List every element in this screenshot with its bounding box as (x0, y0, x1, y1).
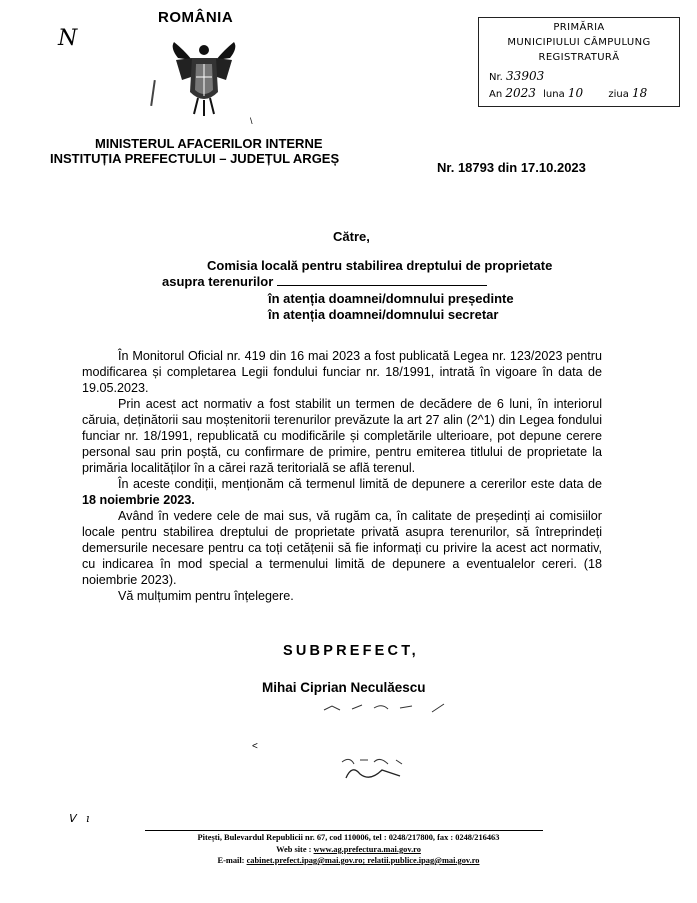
signatory-title: SUBPREFECT, (283, 643, 419, 659)
ink-mark-bottom: ᐯ ı (68, 812, 90, 825)
stamp-line-2: MUNICIPIULUI CÂMPULUNG (507, 37, 651, 48)
footer-web-label: Web site : (276, 845, 312, 854)
recipient-to-label: Către, (333, 229, 370, 244)
ink-mark: \ (250, 116, 253, 126)
stamp-nr-value: 33903 (506, 69, 545, 83)
footer-web (0, 845, 697, 854)
deadline-date: 18 noiembrie 2023. (82, 493, 195, 507)
paragraph-5: Vă mulțumim pentru înțelegere. (118, 589, 294, 603)
handwritten-margin-mark: N (58, 26, 78, 51)
institution-name: INSTITUȚIA PREFECTULUI – JUDEȚUL ARGEȘ (50, 151, 340, 166)
footer-email-label: E-mail: (217, 856, 245, 865)
paragraph-1: În Monitorul Oficial nr. 419 din 16 mai 2023 a fost publicată Legea nr. 123/2023 pentru modificarea și completarea Legii fondului funciar nr. 18/1991, intrată în vigoare în data de 19.05.2023. (82, 349, 602, 395)
document-number: Nr. 18793 din 17.10.2023 (437, 160, 586, 175)
footer-email-link[interactable]: cabinet.prefect.ipag@mai.gov.ro; relatii.publice.ipag@mai.gov.ro (246, 856, 480, 865)
paragraph-3 (82, 476, 602, 508)
paragraph-2: Prin acest act normativ a fost stabilit un termen de decădere de 6 luni, în interiorul căruia, deținătorii sau moștenitorii terenurilor prevăzute la art 27 alin (2^1) din Legea fondului funciar nr. 18/1991, republicată cu modificările și completările ulterioare, pot depune cerere personal sau prin poștă, cu confirmare de primire, pentru emiterea titlului de proprietate la primăria localităților în a cărei rază teritorială se află terenul. (82, 397, 602, 475)
stamp-luna-label: luna (543, 89, 565, 100)
letter-body (82, 348, 602, 604)
recipient-line-1: Comisia locală pentru stabilirea dreptului de proprietate (207, 258, 553, 273)
stamp-line-1: PRIMĂRIA (553, 22, 605, 33)
stamp-nr-label: Nr. (489, 72, 503, 83)
signature-scribble-1 (322, 700, 452, 716)
footer-divider (145, 830, 543, 831)
stamp-an-label: An (489, 89, 503, 100)
footer-email (0, 856, 697, 865)
stamp-line-3: REGISTRATURĂ (538, 52, 620, 63)
recipient-line-3: în atenția doamnei/domnului președinte (268, 291, 514, 306)
stamp-ziua-value: 18 (632, 86, 648, 100)
blank-fill-line (277, 275, 487, 286)
ink-mark-small: < (252, 741, 258, 752)
stamp-date-row (489, 86, 674, 100)
stamp-luna-value: 10 (567, 86, 584, 100)
stamp-an-value: 2023 (505, 86, 536, 100)
recipient-line-2-text: asupra terenurilor (162, 274, 274, 289)
paragraph-3-text: În aceste condiții, menționăm că termenul limită de depunere a cererilor este data de (118, 477, 602, 491)
coat-of-arms-icon (168, 40, 240, 120)
footer-web-link[interactable]: www.ag.prefectura.mai.gov.ro (313, 845, 421, 854)
ministry-name: MINISTERUL AFACERILOR INTERNE (95, 136, 323, 151)
footer-address: Pitești, Bulevardul Republicii nr. 67, cod 110006, tel : 0248/217800, fax : 0248/216463 (197, 833, 500, 842)
handwritten-signature (340, 752, 420, 782)
registry-stamp (478, 17, 680, 107)
country-title: ROMÂNIA (158, 9, 234, 26)
margin-tick-mark (150, 80, 156, 106)
recipient-line-2 (162, 274, 487, 289)
signatory-name: Mihai Ciprian Neculăescu (262, 680, 426, 695)
recipient-line-4: în atenția doamnei/domnului secretar (268, 307, 499, 322)
stamp-nr-row (489, 69, 544, 83)
stamp-ziua-label: ziua (608, 89, 629, 100)
paragraph-4: Având în vedere cele de mai sus, vă rugăm ca, în calitate de președinți ai comisiilor locale pentru stabilirea dreptului de proprietate privată asupra terenurilor, să întreprindeți demersurile necesare pentru ca toți cetățenii să fie informați cu privire la acest act normativ, cu indicarea în mod special a termenului limită de depunere a eventualelor cereri. (18 noiembrie 2023). (82, 509, 602, 587)
